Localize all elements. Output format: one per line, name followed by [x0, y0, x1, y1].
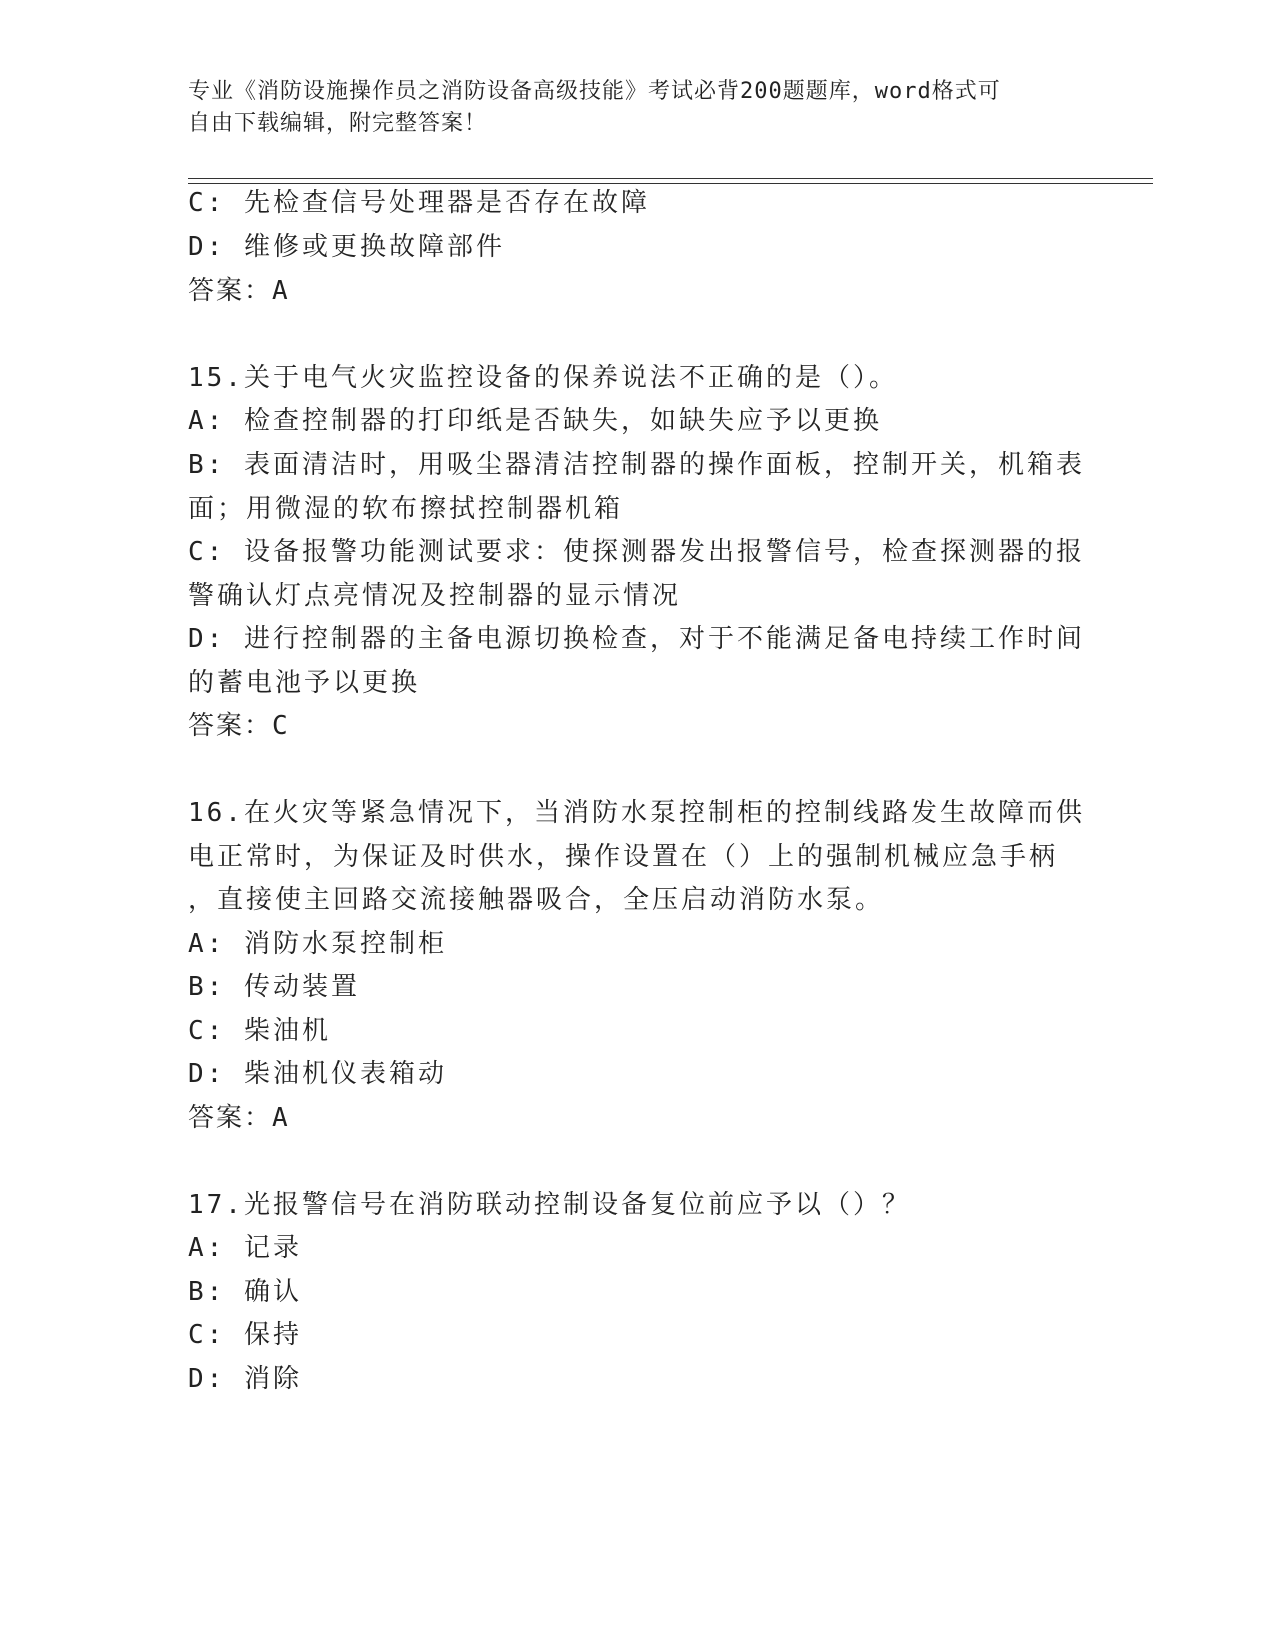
q15-option-d-line-2: 的蓄电池予以更换	[188, 668, 421, 698]
q17-option-d: D: 消除	[188, 1364, 302, 1394]
q15-option-d-line-1: D: 进行控制器的主备电源切换检查，对于不能满足备电持续工作时间	[188, 624, 1085, 654]
q16-option-a: A: 消防水泵控制柜	[188, 929, 447, 959]
q17-stem: 17.光报警信号在消防联动控制设备复位前应予以（）？	[188, 1190, 911, 1220]
prev-option-d: D: 维修或更换故障部件	[188, 232, 505, 262]
q17-option-c: C: 保持	[188, 1320, 302, 1350]
q16-option-d: D: 柴油机仪表箱动	[188, 1059, 447, 1089]
q16-answer: 答案：A	[188, 1103, 290, 1133]
q16-stem-line-2: 电正常时，为保证及时供水，操作设置在（）上的强制机械应急手柄	[188, 842, 1059, 872]
q15-answer: 答案：C	[188, 711, 290, 741]
q15-option-a: A: 检查控制器的打印纸是否缺失，如缺失应予以更换	[188, 406, 882, 436]
q16-stem-line-3: ，直接使主回路交流接触器吸合，全压启动消防水泵。	[188, 885, 885, 915]
q17-option-b: B: 确认	[188, 1277, 302, 1307]
q15-option-c-line-1: C: 设备报警功能测试要求：使探测器发出报警信号，检查探测器的报	[188, 537, 1085, 567]
q17-option-a: A: 记录	[188, 1233, 302, 1263]
header-divider-top	[188, 178, 1153, 179]
header-divider-bottom	[188, 183, 1153, 184]
header-line-2: 自由下载编辑，附完整答案！	[188, 111, 488, 136]
q16-option-c: C: 柴油机	[188, 1016, 331, 1046]
q15-stem: 15.关于电气火灾监控设备的保养说法不正确的是（）。	[188, 363, 898, 393]
q16-option-b: B: 传动装置	[188, 972, 360, 1002]
q16-stem-line-1: 16.在火灾等紧急情况下，当消防水泵控制柜的控制线路发生故障而供	[188, 798, 1085, 828]
q15-option-c-line-2: 警确认灯点亮情况及控制器的显示情况	[188, 581, 682, 611]
q15-option-b-line-2: 面；用微湿的软布擦拭控制器机箱	[188, 494, 624, 524]
prev-option-c: C: 先检查信号处理器是否存在故障	[188, 188, 650, 218]
document-header	[188, 76, 1068, 140]
header-line-1: 专业《消防设施操作员之消防设备高级技能》考试必背200题题库，word格式可	[188, 79, 1001, 104]
q15-option-b-line-1: B: 表面清洁时，用吸尘器清洁控制器的操作面板，控制开关，机箱表	[188, 450, 1085, 480]
prev-answer: 答案：A	[188, 276, 290, 306]
